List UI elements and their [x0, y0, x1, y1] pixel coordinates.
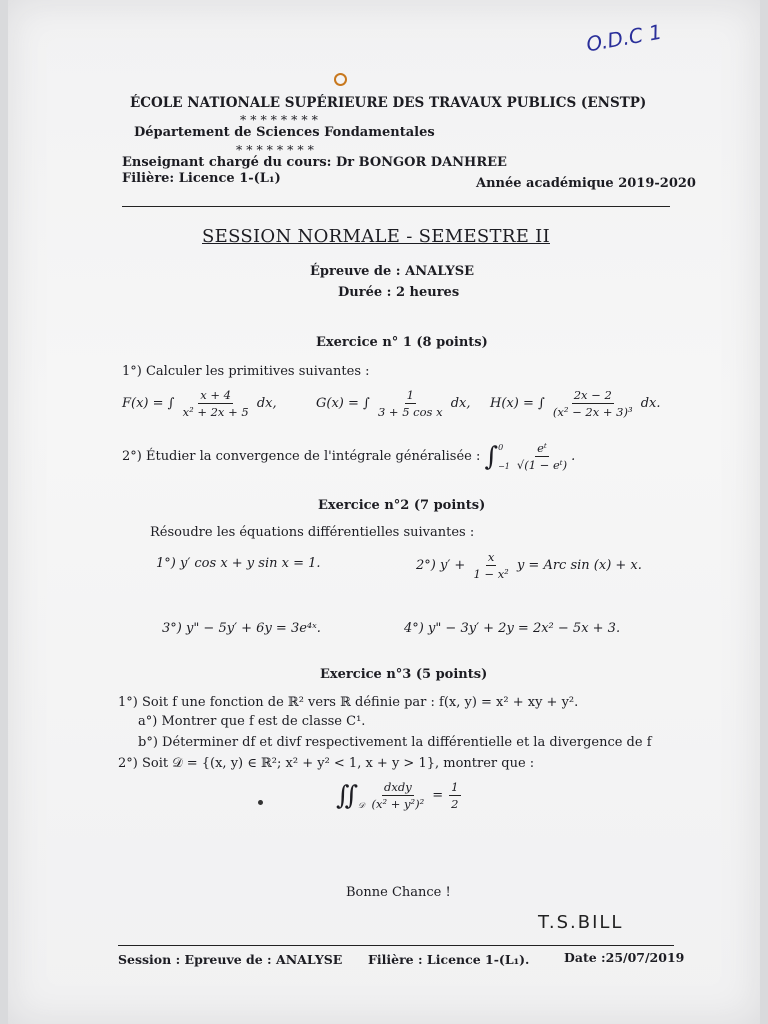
- ex2-equation-1: 1°) y′ cos x + y sin x = 1.: [156, 556, 321, 571]
- ex3-double-integral: ∬ 𝒟 $\frac{\text{dxdy}}{\text{(x² + y²)²}}$ = $\frac{1}{2}$: [336, 780, 459, 811]
- ex2-equation-2: 2°) y′ + $\frac{x}{\text{1 − x²}}$ y = Arc sin (x) + x.: [416, 550, 642, 581]
- exam-sheet: [8, 0, 760, 1024]
- handwritten-signature: T.S.BILL: [538, 912, 624, 933]
- exercise-1-heading: Exercice n° 1 (8 points): [316, 335, 488, 350]
- ex2-equation-4: 4°) y" − 3y′ + 2y = 2x² − 5x + 3.: [404, 621, 621, 636]
- stars-divider: * * * * * * * *: [236, 142, 314, 157]
- logo-icon: [334, 73, 347, 86]
- department-name: Département de Sciences Fondamentales: [134, 125, 435, 140]
- exercise-2-heading: Exercice n°2 (7 points): [318, 498, 486, 513]
- school-name: ÉCOLE NATIONALE SUPÉRIEURE DES TRAVAUX PUBLICS (ENSTP): [130, 95, 647, 111]
- filiere-line: Filière: Licence 1-(L₁): [122, 171, 281, 186]
- footer-date: Date :25/07/2019: [564, 950, 685, 965]
- ex2-equation-3: 3°) y" − 5y′ + 6y = 3e⁴ˣ.: [162, 621, 321, 636]
- footer-rule: [118, 945, 674, 946]
- session-title: SESSION NORMALE - SEMESTRE II: [202, 226, 550, 247]
- ex1-question-2: 2°) Étudier la convergence de l'intégrale généralisée : ∫ 0 −1 $\frac{\text{eᵗ}}{\text{√(1 − eᵗ)}}$ .: [122, 441, 576, 472]
- exercise-3-heading: Exercice n°3 (5 points): [320, 667, 488, 682]
- ex1-question-1: 1°) Calculer les primitives suivantes :: [122, 364, 370, 379]
- academic-year: Année académique 2019-2020: [476, 176, 696, 191]
- ex3-question-1a: a°) Montrer que f est de classe C¹.: [138, 714, 366, 729]
- ex3-question-1: 1°) Soit f une fonction de ℝ² vers ℝ définie par : f(x, y) = x² + xy + y².: [118, 695, 579, 710]
- ink-dot: [258, 800, 263, 805]
- handwritten-annotation: O.D.C 1: [584, 19, 664, 57]
- formula-F: F(x) = ∫ $\frac{x + 4}{\text{x² + 2x + 5}}$ dx,: [122, 388, 277, 419]
- footer-filiere: Filière : Licence 1-(L₁).: [368, 952, 530, 967]
- teacher-line: Enseignant chargé du cours: Dr BONGOR DANHREE: [122, 155, 507, 170]
- duree-line: Durée : 2 heures: [338, 285, 460, 300]
- ex3-question-1b: b°) Déterminer df et divf respectivement la différentielle et la divergence de f: [138, 735, 652, 750]
- footer-session: Session : Epreuve de : ANALYSE: [118, 952, 343, 967]
- formula-G: G(x) = ∫ $\frac{1}{\text{3 + 5 cos x}}$ dx,: [316, 388, 471, 419]
- formula-H: H(x) = ∫ $\frac{2x - 2}{\text{(x² − 2x + 3)³}}$ dx.: [490, 388, 661, 419]
- ex2-intro: Résoudre les équations différentielles suivantes :: [150, 525, 475, 540]
- ex3-question-2: 2°) Soit 𝒟 = {(x, y) ∈ ℝ²; x² + y² < 1, x + y > 1}, montrer que :: [118, 756, 535, 771]
- epreuve-line: Épreuve de : ANALYSE: [310, 264, 475, 279]
- stars-divider: * * * * * * * *: [240, 112, 318, 127]
- header-rule: [122, 206, 670, 207]
- closing-text: Bonne Chance !: [346, 885, 451, 900]
